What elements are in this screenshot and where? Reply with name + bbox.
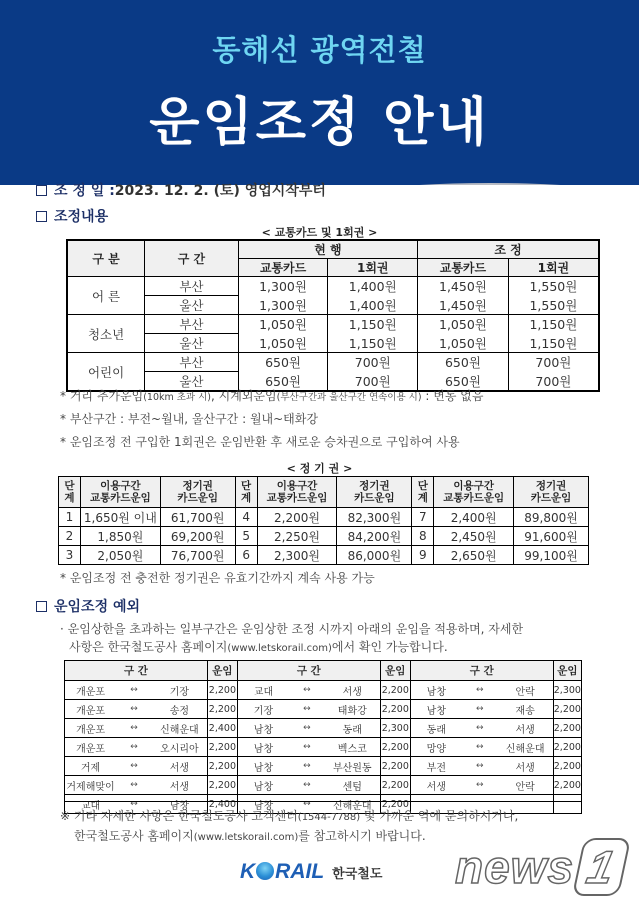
website-link[interactable]: (www.letskorail.com)	[227, 643, 332, 654]
exception-label: 운임조정 예외	[54, 599, 141, 615]
header-section: 구 간	[237, 661, 380, 681]
header-section: 구 간	[65, 661, 208, 681]
category-cell: 어린이	[67, 353, 145, 392]
bidirectional-arrow-icon: ↔	[462, 757, 498, 776]
bidirectional-arrow-icon: ↔	[289, 776, 325, 795]
note-commuter-pass: * 운임조정 전 충전한 정기권은 유효기간까지 계속 사용 가능	[60, 571, 375, 585]
bidirectional-arrow-icon: ↔	[116, 738, 152, 757]
bidirectional-arrow-icon: ↔	[289, 719, 325, 738]
korail-logo: K RAIL 한국철도	[240, 860, 383, 883]
note-single-ticket: * 운임조정 전 구입한 1회권은 운임반환 후 새로운 승차권으로 구입하여 사용	[60, 435, 460, 449]
category-cell: 어 른	[67, 277, 145, 315]
header-subtitle: 동해선 광역전철	[212, 33, 427, 67]
header-current: 현 행	[238, 240, 417, 259]
pass-cell: 76,700원	[160, 546, 235, 565]
table2-caption: < 정 기 권 >	[286, 462, 353, 475]
step-cell: 9	[412, 546, 434, 565]
bidirectional-arrow-icon: ↔	[289, 681, 325, 700]
fare-cell: 650원	[238, 353, 328, 372]
header-current-card: 교통카드	[238, 259, 328, 277]
section-cell: 부산	[145, 277, 239, 296]
header-section: 구 간	[410, 661, 553, 681]
header-adjusted-single: 1회권	[508, 259, 599, 277]
bidirectional-arrow-icon: ↔	[116, 700, 152, 719]
fare-cell: 700원	[508, 372, 599, 392]
fare-cell: 1,150원	[508, 315, 599, 334]
table-row: 개운포 ↔ 기장 2,200 교대 ↔ 서생 2,200 남창 ↔ 안락 2,300	[65, 681, 582, 700]
table-row	[59, 527, 589, 546]
section-cell: 울산	[145, 372, 239, 392]
step-cell: 7	[412, 508, 434, 527]
bidirectional-arrow-icon: ↔	[462, 776, 498, 795]
fare-cell: 1,150원	[508, 334, 599, 353]
commuter-pass-table	[58, 476, 589, 565]
table-row	[67, 315, 599, 334]
usage-cell: 2,050원	[80, 546, 160, 565]
fare-cell: 1,150원	[328, 334, 418, 353]
fare-cell: 1,150원	[328, 315, 418, 334]
fare-cell: 700원	[508, 353, 599, 372]
bidirectional-arrow-icon: ↔	[462, 738, 498, 757]
table1-caption: < 교통카드 및 1회권 >	[261, 226, 378, 239]
exception-fare-table	[64, 660, 582, 814]
checkbox-square-icon	[36, 601, 47, 612]
header-pass: 정기권 카드운임	[514, 477, 589, 508]
note-distance-fare: * 거리 추가운임(10km 초과 시), 시계외운임(부산구간과 울산구간 연속이용 시) : 변동 없음	[60, 389, 484, 403]
bidirectional-arrow-icon: ↔	[116, 776, 152, 795]
table-row: 개운포 ↔ 오시리아 2,200 남창 ↔ 벡스코 2,200 망양 ↔ 신해운대 2,200	[65, 738, 582, 757]
usage-cell: 2,650원	[434, 546, 514, 565]
checkbox-square-icon	[36, 211, 47, 222]
table-row: 개운포 ↔ 신해운대 2,400 남창 ↔ 동래 2,300 동래 ↔ 서생 2,200	[65, 719, 582, 738]
fare-cell: 1,550원	[508, 277, 599, 296]
adjust-content-label: 조정내용	[54, 209, 109, 225]
korail-globe-icon	[256, 862, 274, 880]
table-row: 거제해맞이 ↔ 서생 2,200 남창 ↔ 센텀 2,200 서생 ↔ 안락 2,200	[65, 776, 582, 795]
header-adjusted: 조 정	[418, 240, 599, 259]
usage-cell: 1,650원 이내	[80, 508, 160, 527]
step-cell: 1	[59, 508, 81, 527]
table-row	[67, 277, 599, 296]
header-title: 운임조정 안내	[149, 93, 490, 153]
fare-cell: 650원	[418, 372, 509, 392]
usage-cell: 2,450원	[434, 527, 514, 546]
bidirectional-arrow-icon: ↔	[289, 757, 325, 776]
bidirectional-arrow-icon: ↔	[289, 700, 325, 719]
fare-cell: 1,050원	[418, 315, 509, 334]
header-fare: 운임	[207, 661, 237, 681]
fare-cell: 1,400원	[328, 296, 418, 315]
footer-note: ※ 기타 자세한 사항은 한국철도공사 고객센터(1544-7788) 및 가까운 역에 문의하시거나, 한국철도공사 홈페이지(www.letskorail.com)를 참고하시기 바랍니다.	[60, 809, 519, 843]
step-cell: 2	[59, 527, 81, 546]
section-cell: 부산	[145, 353, 239, 372]
header-usage: 이용구간 교통카드운임	[80, 477, 160, 508]
table-row	[67, 353, 599, 372]
fare-cell: 650원	[418, 353, 509, 372]
korail-name: 한국철도	[332, 866, 383, 882]
step-cell: 4	[235, 508, 257, 527]
fare-cell: 700원	[328, 372, 418, 392]
exception-paragraph: · 운임상한을 초과하는 일부구간은 운임상한 조정 시까지 아래의 운임을 적용하며, 자세한 사항은 한국철도공사 홈페이지(www.letskorail.com)에서 확인 가능합니다.	[60, 622, 524, 654]
header-step: 단 계	[235, 477, 257, 508]
pass-cell: 69,200원	[160, 527, 235, 546]
pass-cell: 89,800원	[514, 508, 589, 527]
header-usage: 이용구간 교통카드운임	[257, 477, 337, 508]
bidirectional-arrow-icon: ↔	[116, 719, 152, 738]
table-row: 교대 ↔ 남창 2,400 남창 ↔ 신해운대 2,200	[65, 795, 582, 814]
note-sections: * 부산구간 : 부전~월내, 울산구간 : 월내~태화강	[60, 412, 318, 426]
usage-cell: 2,300원	[257, 546, 337, 565]
table-row: 개운포 ↔ 송정 2,200 기장 ↔ 태화강 2,200 남창 ↔ 재송 2,200	[65, 700, 582, 719]
section-cell: 울산	[145, 296, 239, 315]
bidirectional-arrow-icon: ↔	[289, 738, 325, 757]
table-row: 거제 ↔ 서생 2,200 남창 ↔ 부산원동 2,200 부전 ↔ 서생 2,200	[65, 757, 582, 776]
pass-cell: 61,700원	[160, 508, 235, 527]
checkbox-square-icon	[36, 185, 47, 196]
fare-cell: 700원	[328, 353, 418, 372]
fare-cell: 1,050원	[238, 315, 328, 334]
section-cell: 울산	[145, 334, 239, 353]
fare-cell: 1,450원	[418, 277, 509, 296]
header-fare: 운임	[380, 661, 410, 681]
fare-cell: 1,050원	[238, 334, 328, 353]
divider	[64, 801, 582, 802]
usage-cell: 2,250원	[257, 527, 337, 546]
table-row	[67, 296, 599, 315]
usage-cell: 2,200원	[257, 508, 337, 527]
pass-cell: 82,300원	[337, 508, 412, 527]
header-category: 구 분	[67, 240, 145, 277]
header-step: 단 계	[412, 477, 434, 508]
header-banner	[0, 0, 639, 185]
news1-watermark: news 1	[455, 838, 625, 896]
fare-cell: 1,050원	[418, 334, 509, 353]
fare-cell: 1,400원	[328, 277, 418, 296]
bidirectional-arrow-icon: ↔	[116, 681, 152, 700]
usage-cell: 2,400원	[434, 508, 514, 527]
section-cell: 부산	[145, 315, 239, 334]
bidirectional-arrow-icon: ↔	[462, 700, 498, 719]
table-row	[67, 334, 599, 353]
pass-cell: 99,100원	[514, 546, 589, 565]
header-fare: 운임	[553, 661, 581, 681]
fare-cell: 650원	[238, 372, 328, 392]
header-step: 단 계	[59, 477, 81, 508]
header-pass: 정기권 카드운임	[160, 477, 235, 508]
category-cell: 청소년	[67, 315, 145, 353]
adjust-content-heading	[36, 206, 108, 226]
bidirectional-arrow-icon: ↔	[116, 757, 152, 776]
header-pass: 정기권 카드운임	[337, 477, 412, 508]
fare-cell: 1,300원	[238, 277, 328, 296]
table-row	[59, 546, 589, 565]
step-cell: 8	[412, 527, 434, 546]
usage-cell: 1,850원	[80, 527, 160, 546]
step-cell: 5	[235, 527, 257, 546]
bidirectional-arrow-icon: ↔	[462, 719, 498, 738]
website-link[interactable]: (www.letskorail.com)	[193, 832, 299, 843]
fare-cell: 1,450원	[418, 296, 509, 315]
adjust-date-label: 조 정 일 :	[54, 183, 115, 199]
exception-heading	[36, 596, 140, 616]
table-row	[59, 508, 589, 527]
fare-cell: 1,550원	[508, 296, 599, 315]
bidirectional-arrow-icon: ↔	[116, 795, 152, 814]
bidirectional-arrow-icon: ↔	[289, 795, 325, 814]
bidirectional-arrow-icon: ↔	[462, 681, 498, 700]
adjust-date-value: 2023. 12. 2. (토) 영업시작부터	[114, 183, 326, 199]
pass-cell: 91,600원	[514, 527, 589, 546]
header-section: 구 간	[145, 240, 239, 277]
fare-table-card-single	[66, 239, 600, 392]
header-current-single: 1회권	[328, 259, 418, 277]
step-cell: 6	[235, 546, 257, 565]
header-adjusted-card: 교통카드	[418, 259, 509, 277]
step-cell: 3	[59, 546, 81, 565]
fare-cell: 1,300원	[238, 296, 328, 315]
customer-center-phone: (1544-7788)	[297, 812, 361, 823]
pass-cell: 84,200원	[337, 527, 412, 546]
adjust-date-heading	[36, 180, 326, 200]
pass-cell: 86,000원	[337, 546, 412, 565]
header-usage: 이용구간 교통카드운임	[434, 477, 514, 508]
